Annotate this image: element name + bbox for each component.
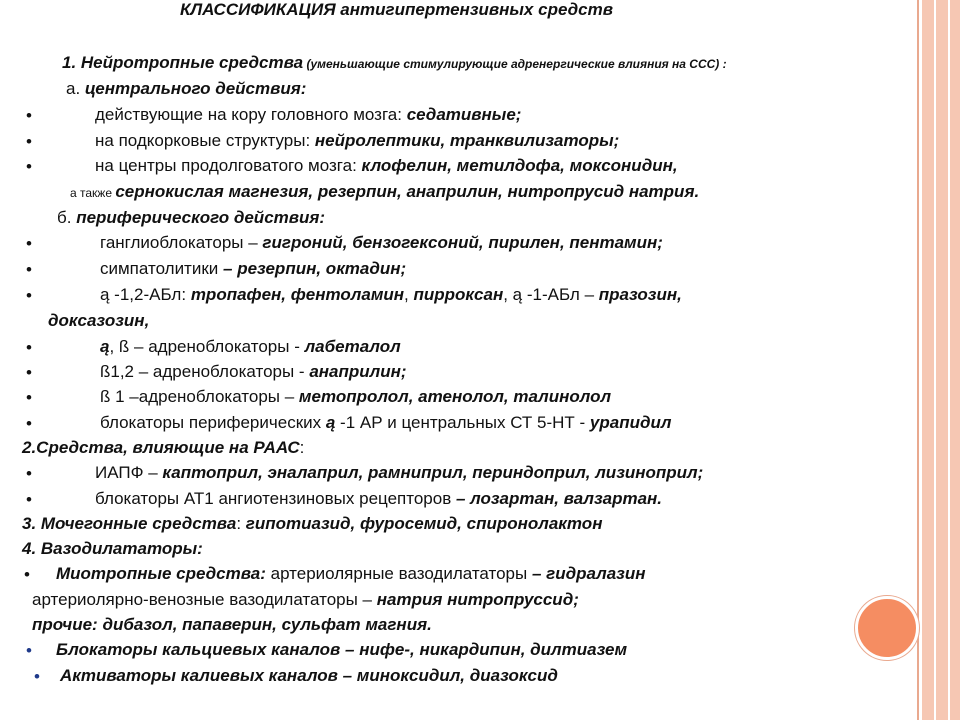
bullet-icon: •: [26, 106, 32, 125]
list-item-drugs: гипотиазид, фуросемид, спиронолактон: [245, 514, 603, 533]
list-item: [95, 462, 703, 484]
section-2-heading: [22, 437, 304, 459]
list-item-drugs: каптоприл, эналаприл, рамниприл, периндоприл, лизиноприл;: [162, 463, 704, 482]
list-item-drugs: седативные;: [406, 105, 522, 124]
list-item: [100, 412, 671, 434]
bullet-icon: •: [26, 363, 32, 382]
border-stripe: [934, 0, 936, 720]
list-item-continuation: [32, 589, 579, 611]
list-item-drugs: прочие: дибазол, папаверин, сульфат магния.: [32, 615, 432, 634]
list-item-text: ß1,2 – адреноблокаторы -: [100, 362, 310, 381]
list-item-drugs: сернокислая магнезия, резерпин, анаприлин, нитропрусид натрия.: [115, 182, 700, 201]
list-item-drugs: урапидил: [589, 413, 672, 432]
list-item: [100, 361, 407, 383]
list-item-text: ą -1,2-АБл:: [100, 285, 191, 304]
list-item-text: блокаторы периферических: [100, 413, 326, 432]
list-item-drugs: Блокаторы кальциевых каналов – нифе-, никардипин, дилтиазем: [56, 640, 628, 659]
bullet-icon: •: [26, 338, 32, 357]
subsection-a-heading: [66, 78, 306, 100]
list-item-continuation: [48, 310, 149, 332]
list-item-drugs: анаприлин;: [309, 362, 407, 381]
subsection-a-title: центрального действия:: [84, 79, 307, 98]
list-item-text: ß 1 –адреноблокаторы –: [100, 387, 299, 406]
section-1-title: 1. Нейротропные средства: [62, 53, 304, 72]
list-item-symbol: ą: [100, 337, 110, 356]
list-item-drugs: тропафен, фентоламин: [190, 285, 405, 304]
list-item: [95, 488, 662, 510]
list-item: [100, 284, 682, 306]
list-item-symbol: ą: [325, 413, 336, 432]
list-item: [100, 336, 401, 358]
list-item: [60, 665, 558, 687]
list-item-drugs: пирроксан: [413, 285, 504, 304]
colon: :: [236, 514, 246, 533]
border-stripe: [948, 0, 950, 720]
list-item-text: ,: [404, 285, 414, 304]
bullet-icon: •: [26, 414, 32, 433]
list-item-drugs: Активаторы калиевых каналов – миноксидил, диазоксид: [60, 666, 558, 685]
list-item-text: ИАПФ –: [95, 463, 163, 482]
list-item-drugs: – резерпин, октадин;: [223, 259, 407, 278]
bullet-icon: •: [24, 565, 30, 584]
bullet-icon: •: [26, 132, 32, 151]
list-item-text: артериолярные вазодилататоры: [265, 564, 532, 583]
list-item-text: симпатолитики: [100, 259, 224, 278]
list-item-drugs: натрия нитропруссид;: [376, 590, 579, 609]
list-item-category: Миотропные средства:: [56, 564, 266, 583]
colon: :: [299, 438, 305, 457]
decorative-orange-circle: [855, 596, 919, 660]
list-item-drugs: нейролептики, транквилизаторы;: [314, 131, 620, 150]
list-item-text: ганглиоблокаторы –: [100, 233, 263, 252]
section-1-heading: [62, 52, 727, 75]
list-item: [95, 155, 678, 177]
bullet-icon: •: [26, 490, 32, 509]
list-item: [100, 258, 406, 280]
bullet-icon: •: [34, 667, 40, 686]
list-item: [95, 104, 521, 126]
list-item-drugs: – гидралазин: [531, 564, 646, 583]
list-item-drugs: празозин,: [598, 285, 682, 304]
bullet-icon: •: [26, 641, 32, 660]
list-item: [100, 232, 663, 254]
section-3-title: 3. Мочегонные средства: [22, 514, 237, 533]
list-item-text: а также: [70, 186, 116, 200]
section-1-note: (уменьшающие стимулирующие адренергические влияния на ССС) :: [303, 57, 727, 71]
list-item: [56, 639, 627, 661]
list-item-text: блокаторы АТ1 ангиотензиновых рецепторов: [95, 489, 456, 508]
list-item-drugs: доксазозин,: [48, 311, 150, 330]
list-item-text: на центры продолговатого мозга:: [95, 156, 362, 175]
subsection-b-heading: [57, 207, 325, 229]
list-item: [95, 130, 619, 152]
decorative-right-border: [922, 0, 960, 720]
bullet-icon: •: [26, 464, 32, 483]
subsection-a-letter: а.: [66, 79, 85, 98]
section-4-heading: [22, 538, 203, 560]
list-item-text: на подкорковые структуры:: [95, 131, 315, 150]
bullet-icon: •: [26, 388, 32, 407]
list-item-drugs: гигроний, бензогексоний, пирилен, пентамин;: [262, 233, 663, 252]
section-4-title: 4. Вазодилататоры:: [22, 539, 203, 558]
bullet-icon: •: [26, 157, 32, 176]
bullet-icon: •: [26, 260, 32, 279]
slide-title: КЛАССИФИКАЦИЯ антигипертензивных средств: [180, 0, 613, 19]
section-2-title: 2.Средства, влияющие на РААС: [22, 438, 300, 457]
bullet-icon: •: [26, 286, 32, 305]
list-item-continuation: [70, 181, 699, 204]
list-item-text: действующие на кору головного мозга:: [95, 105, 407, 124]
list-item-text: , ą -1-АБл –: [503, 285, 599, 304]
list-item-drugs: – лозартан, валзартан.: [455, 489, 663, 508]
list-item-continuation: [32, 614, 432, 636]
subsection-b-title: периферического действия:: [76, 208, 326, 227]
list-item-text: -1 АР и центральных СТ 5-НТ -: [335, 413, 590, 432]
slide-frame-line: [917, 0, 919, 720]
list-item-drugs: лабеталол: [304, 337, 401, 356]
list-item-drugs: клофелин, метилдофа, моксонидин,: [361, 156, 678, 175]
list-item: [100, 386, 611, 408]
list-item-text: артериолярно-венозные вазодилататоры –: [32, 590, 377, 609]
section-3-heading: [22, 513, 602, 535]
list-item-text: , ß – адреноблокаторы -: [109, 337, 305, 356]
list-item-drugs: метопролол, атенолол, талинолол: [298, 387, 612, 406]
subsection-b-letter: б.: [57, 208, 77, 227]
list-item: [56, 563, 646, 585]
bullet-icon: •: [26, 234, 32, 253]
